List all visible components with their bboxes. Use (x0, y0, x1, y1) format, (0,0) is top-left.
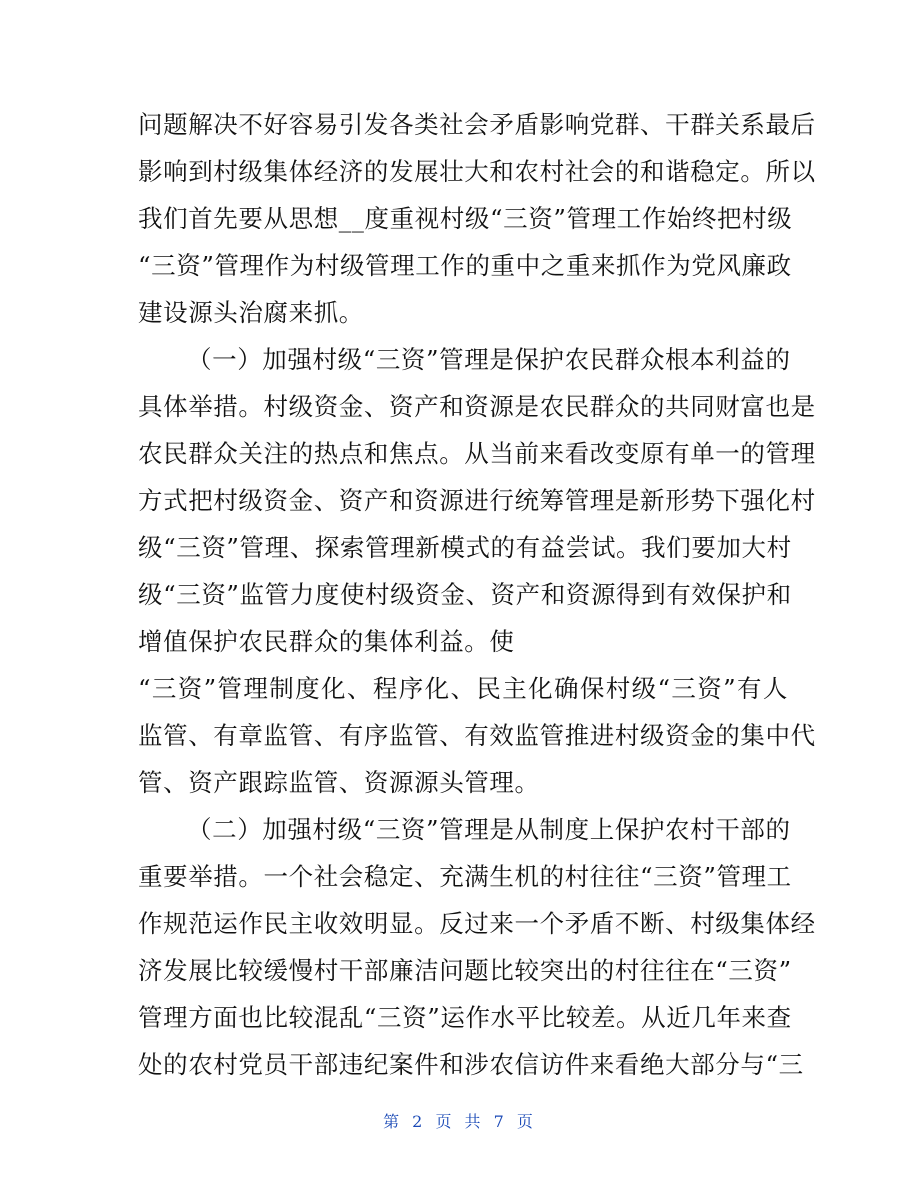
text-line: 农民群众关注的热点和焦点。从当前来看改变原有单一的管理 (138, 439, 816, 468)
text-line: 方式把村级资金、资产和资源进行统筹管理是新形势下强化村 (138, 486, 816, 515)
text-line: 建设源头治腐来抓。 (138, 298, 364, 327)
page-number-footer: 第 2 页 共 7 页 (383, 1112, 537, 1131)
text-line: 我们首先要从思想__度重视村级“三资”管理工作始终把村级 (138, 204, 793, 233)
text-line: 监管、有章监管、有序监管、有效监管推进村级资金的集中代 (138, 721, 816, 750)
text-line: 具体举措。村级资金、资产和资源是农民群众的共同财富也是 (138, 392, 816, 421)
text-line: “三资”管理作为村级管理工作的重中之重来抓作为党风廉政 (138, 251, 792, 280)
paragraph-heading-2: （二）加强村级“三资”管理是从制度上保护农村干部的 (187, 815, 791, 844)
text-line: 增值保护农民群众的集体利益。使 (138, 627, 515, 656)
text-line: 管、资产跟踪监管、资源源头管理。 (138, 768, 540, 797)
text-line: 级“三资”监管力度使村级资金、资产和资源得到有效保护和 (138, 580, 792, 609)
text-line: “三资”管理制度化、程序化、民主化确保村级“三资”有人 (138, 674, 788, 703)
text-line: 作规范运作民主收效明显。反过来一个矛盾不断、村级集体经 (138, 909, 816, 938)
text-line: 管理方面也比较混乱“三资”运作水平比较差。从近几年来查 (138, 1003, 792, 1032)
text-line: 问题解决不好容易引发各类社会矛盾影响党群、干群关系最后 (138, 110, 816, 139)
paragraph-heading-1: （一）加强村级“三资”管理是保护农民群众根本利益的 (187, 345, 791, 374)
text-line: 影响到村级集体经济的发展壮大和农村社会的和谐稳定。所以 (138, 157, 816, 186)
text-line: 处的农村党员干部违纪案件和涉农信访件来看绝大部分与“三 (138, 1050, 804, 1079)
text-line: 级“三资”管理、探索管理新模式的有益尝试。我们要加大村 (138, 533, 792, 562)
text-line: 重要举措。一个社会稳定、充满生机的村往往“三资”管理工 (138, 862, 792, 891)
text-line: 济发展比较缓慢村干部廉洁问题比较突出的村往往在“三资” (138, 956, 792, 985)
